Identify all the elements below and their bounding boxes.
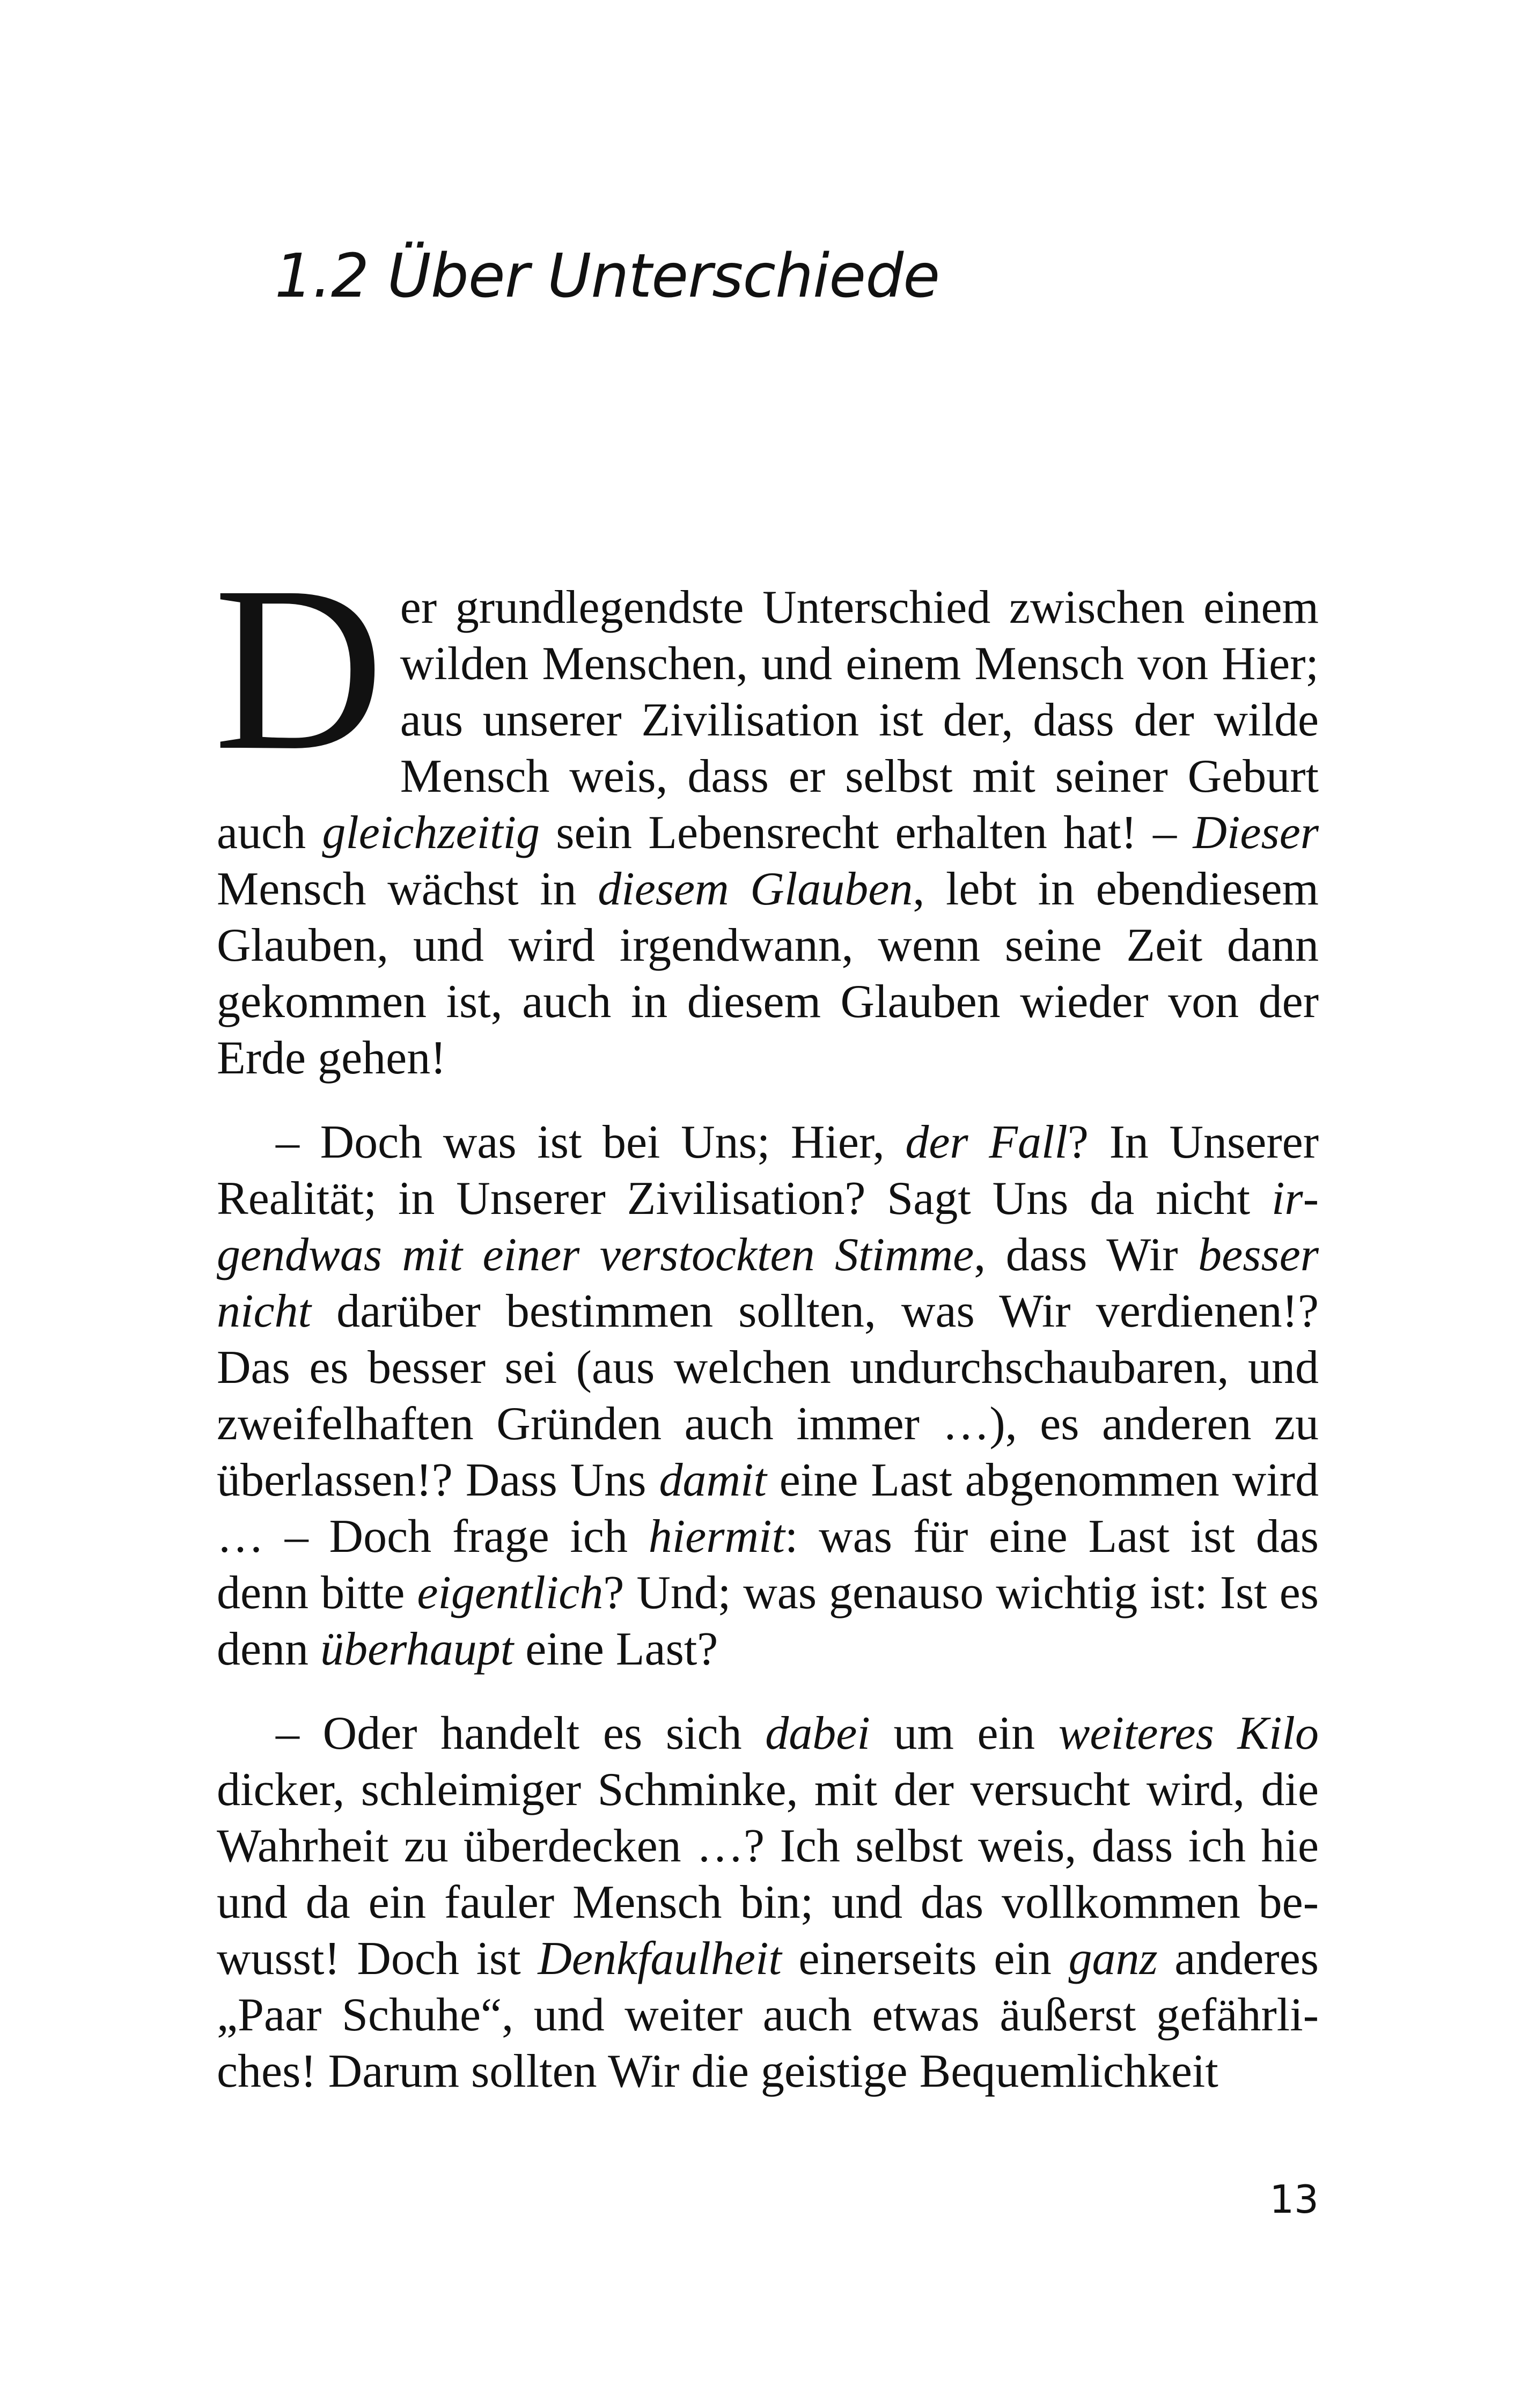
paragraph xyxy=(217,1114,1319,1677)
italic-text-run: Dieser xyxy=(1193,807,1319,859)
text-run: eine Last? xyxy=(513,1623,718,1675)
text-run: – Oder handelt es sich xyxy=(276,1707,766,1759)
text-run: einerseits ein xyxy=(781,1933,1069,1985)
text-run: um ein xyxy=(870,1707,1059,1759)
italic-text-run: weiteres Kilo xyxy=(1058,1707,1319,1759)
text-run: anderes „Paar Schuhe“, und weiter auch etwas äußerst gefährliches! Darum sollten Wir die geistige Bequemlichkeit xyxy=(217,1933,1319,2097)
text-run: sein Lebensrecht erhalten hat! – xyxy=(540,807,1193,859)
paragraph xyxy=(217,1705,1319,2100)
text-run: ? In Unserer Realität; in Unserer Zivilisation? Sagt Uns da nicht xyxy=(217,1116,1319,1225)
italic-text-run: dabei xyxy=(765,1707,870,1759)
italic-text-run: überhaupt xyxy=(320,1623,514,1675)
text-run: , lebt in ebendiesem Glauben, und wird irgendwann, wenn seine Zeit dann gekommen ist, auch in diesem Glauben wieder von der Erde gehen! xyxy=(217,863,1319,1084)
text-run: Mensch wächst in xyxy=(217,863,598,915)
page-number: 13 xyxy=(1269,2177,1319,2222)
italic-text-run: der Fall xyxy=(905,1116,1068,1168)
text-run: , dass Wir xyxy=(974,1229,1199,1281)
text-run: : was für eine Last ist das denn bitte xyxy=(217,1511,1319,1619)
chapter-title: 1.2 Über Unterschiede xyxy=(275,241,940,311)
text-run: darüber bestimmen sollten, was Wir verdienen!? Das es besser sei (aus welchen undurchschaubaren, und zweifelhaften Gründen auch immer …), es anderen zu überlassen!? Dass Uns xyxy=(217,1285,1319,1506)
text-run: er grundlegendste Unterschied zwischen einem wilden Menschen, und einem Mensch von Hier; aus unserer Zivilisation ist der, dass der wilde Mensch weis, dass er selbst mit seiner Geburt auch xyxy=(217,581,1319,859)
italic-text-run: gleichzeitig xyxy=(322,807,540,859)
italic-text-run: besser nicht xyxy=(217,1229,1319,1337)
italic-text-run: damit xyxy=(659,1454,767,1506)
text-run: ? Und; was genauso wichtig ist: Ist es denn xyxy=(217,1567,1319,1675)
text-run: – Doch was ist bei Uns; Hier, xyxy=(276,1116,906,1168)
italic-text-run: hiermit xyxy=(648,1511,785,1563)
body-text xyxy=(214,538,1319,2100)
italic-text-run: diesem Glauben xyxy=(598,863,913,915)
drop-cap: D xyxy=(214,538,384,799)
italic-text-run: ganz xyxy=(1068,1933,1158,1985)
text-run: eine Last abgenommen wird … – Doch frage ich xyxy=(217,1454,1319,1563)
text-run: dicker, schleimiger Schminke, mit der versucht wird, die Wahrheit zu überdecken …? Ich selbst weis, dass ich hie und da ein fauler Mensch bin; und das vollkommen bewusst! Doch ist xyxy=(217,1764,1319,1985)
italic-text-run: eigentlich xyxy=(417,1567,604,1619)
italic-text-run: irgendwas mit einer verstockten Stimme xyxy=(217,1173,1319,1281)
paragraph xyxy=(214,538,1319,1086)
italic-text-run: Denkfaulheit xyxy=(538,1933,782,1985)
